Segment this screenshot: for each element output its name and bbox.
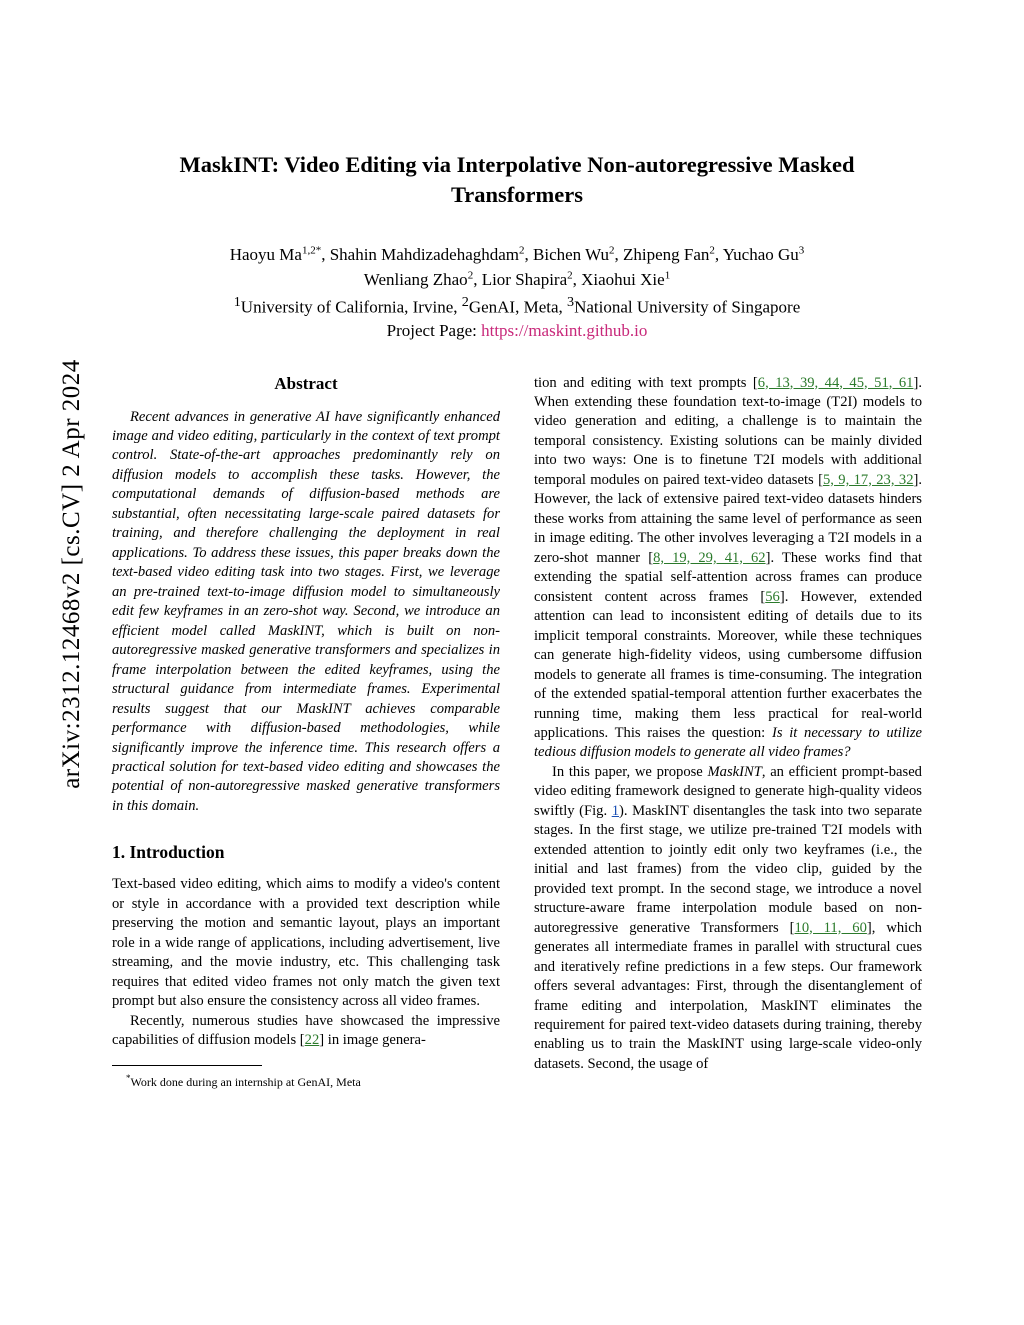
project-page-label: Project Page: bbox=[386, 321, 482, 341]
author-2-name: , Shahin Mahdizadehaghdam bbox=[321, 245, 520, 265]
intro-p3-text-a: tion and editing with text prompts [ bbox=[534, 374, 758, 391]
intro-paragraph-2-cont bbox=[534, 374, 922, 763]
intro-paragraph-1: Text-based video editing, which aims to modify a video's content or style in accordance with a provided text description while preserving the motion and semantic layout, plays an important role in a wide range of applications, including advertisement, live streaming, and the movie industry, etc. This challenging task requires that edited video frames not only match the given text prompt but also ensure the consistency across all video frames. bbox=[112, 876, 500, 1010]
author-1-affil-marker: 1,2 bbox=[301, 244, 316, 257]
author-6-name: Wenliang Zhao bbox=[363, 269, 468, 289]
affil-3-text: National University of Singapore bbox=[574, 297, 801, 317]
author-7-affil-marker: 2 bbox=[567, 268, 573, 281]
project-page-line bbox=[112, 319, 922, 343]
author-1-footnote-marker: * bbox=[315, 244, 322, 257]
abstract-paragraph: Recent advances in generative AI have significantly enhanced image and video editing, particularly in the context of text prompt control. State-of-the-art approaches predominantly rely on diffusion models to accomplish these tasks. However, the computational demands of diffusion-based methods are substantial, often necessitating large-scale paired datasets for training, and therefore challenging the deployment in real applications. To address these issues, this paper breaks down the text-based video editing task into two stages. First, we leverage an pre-trained text-to-image diffusion model to simultaneously edit few keyframes in an zero-shot way. Second, we introduce an efficient model called MaskINT, which is built on non-autoregressive masked generative transformers and specializes in frame interpolation between the edited keyframes, using the structural guidance from intermediate frames. Experimental results suggest that our MaskINT achieves comparable performance with diffusion-based methodologies, while significantly improve the inference time. This research offers a practical solution for text-based video editing and showcases the potential of non-autoregressive masked generative transformers in this domain. bbox=[112, 408, 500, 814]
citation-group-1[interactable]: 6, 13, 39, 44, 45, 51, 61 bbox=[757, 374, 914, 391]
affil-1-text: University of California, Irvine, bbox=[240, 297, 462, 317]
footnote bbox=[112, 1073, 500, 1091]
figure-reference-1[interactable]: 1 bbox=[611, 802, 619, 819]
intro-p4-text-b: , an efficient prompt-based video editing framework designed to generate high-quality videos swiftly (Fig. bbox=[534, 763, 922, 819]
intro-p3-text-b: ]. When extending these foundation text-to-image (T2I) models to video generation and editing, a challenge is to maintain the temporal consistency. Existing solutions can be mainly divided into two ways: One is to finetune T2I models with additional temporal modules on paired text-video datasets [ bbox=[534, 374, 922, 488]
abstract-body bbox=[112, 408, 500, 817]
section-heading-introduction: 1. Introduction bbox=[112, 842, 225, 863]
affil-1-marker: 1 bbox=[233, 293, 241, 310]
abstract-heading: Abstract bbox=[274, 373, 338, 393]
author-3-affil-marker: 2 bbox=[608, 244, 615, 257]
intro-p2-text-a: Recently, numerous studies have showcased the impressive capabilities of diffusion models [ bbox=[112, 1012, 500, 1049]
citation-group-4[interactable]: 10, 11, 60 bbox=[794, 919, 867, 936]
footnote-text: Work done during an internship at GenAI, Meta bbox=[130, 1074, 361, 1089]
intro-p2-text-b: ] in image genera- bbox=[319, 1032, 426, 1049]
citation-group-3[interactable]: 8, 19, 29, 41, 62 bbox=[653, 549, 766, 566]
author-4-affil-marker: 2 bbox=[709, 244, 715, 257]
intro-p3-text-d: ]. These works find that extending the spatial self-attention across frames can produce consistent content across frames [ bbox=[534, 549, 923, 605]
intro-p3-question: Is it necessary to utilize tedious diffusion models to generate all video frames? bbox=[534, 724, 922, 761]
intro-p4-text-c: ). MaskINT disentangles the task into two separate stages. In the first stage, we utilize pre-trained T2I models with extended attention to jointly edit only two keyframes (i.e., the initial and last frames) from the video clip, guided by the provided text prompt. In the second stage, we introduce a novel structure-aware frame interpolation module based on non-autoregressive generative Transformers [ bbox=[534, 802, 922, 936]
footnote-divider bbox=[112, 1065, 262, 1066]
intro-p4-text-d: ], which generates all intermediate frames in parallel with structural cues and iteratively refine predictions in a few steps. Our framework offers several advantages: First, through the disentanglement of frame editing and interpolation, MaskINT eliminates the requirement for paired text-video datasets during training, thereby enabling us to train the MaskINT using large-scale video-only datasets. Second, the usage of bbox=[534, 919, 922, 1072]
intro-paragraph-2 bbox=[112, 1012, 500, 1051]
citation-56[interactable]: 56 bbox=[765, 588, 780, 605]
author-2-affil-marker: 2 bbox=[519, 244, 525, 257]
right-column bbox=[534, 374, 922, 1075]
intro-paragraph-3 bbox=[534, 763, 922, 1075]
left-column bbox=[112, 374, 500, 1091]
project-page-link[interactable]: https://maskint.github.io bbox=[481, 321, 648, 341]
footnote-marker: * bbox=[126, 1072, 131, 1083]
author-8-name: , Xiaohui Xie bbox=[572, 269, 665, 289]
method-name-maskint: MaskINT bbox=[707, 763, 762, 780]
author-4-name: , Zhipeng Fan bbox=[614, 245, 710, 265]
author-7-name: , Lior Shapira bbox=[473, 269, 568, 289]
author-3-name: , Bichen Wu bbox=[524, 245, 609, 265]
affiliations bbox=[112, 292, 922, 320]
paper-content bbox=[112, 150, 922, 1090]
intro-p3-text-c: ]. However, the lack of extensive paired text-video datasets hinders these works from attaining the same level of performance as seen in image editing. The other involves leveraging a T2I models in a zero-shot manner [ bbox=[534, 471, 922, 566]
intro-p3-text-e: ]. However, extended attention can lead to inconsistent editing of details due to its implicit temporal constraints. Moreover, while these techniques can generate high-fidelity videos, using cumbersome diffusion models to generate all frames is time-consuming. The integration of the extended spatial-temporal attention further exacerbates the running time, making them less practical for real-world applications. This raises the question: bbox=[534, 588, 922, 741]
citation-group-2[interactable]: 5, 9, 17, 23, 32 bbox=[822, 471, 914, 488]
two-column-body bbox=[112, 374, 922, 1091]
page-title: MaskINT: Video Editing via Interpolative Non-autoregressive Masked Transformers bbox=[179, 152, 855, 207]
affil-3-marker: 3 bbox=[567, 293, 575, 310]
intro-p4-text-a: In this paper, we propose bbox=[552, 763, 708, 780]
author-6-affil-marker: 2 bbox=[467, 268, 474, 281]
citation-22[interactable]: 22 bbox=[304, 1032, 320, 1049]
arxiv-stamp: arXiv:2312.12468v2 [cs.CV] 2 Apr 2024 bbox=[58, 359, 85, 789]
author-list bbox=[112, 243, 922, 291]
affil-2-text: GenAI, Meta, bbox=[468, 297, 568, 317]
author-5-name: , Yuchao Gu bbox=[714, 245, 799, 265]
author-1-name: Haoyu Ma bbox=[229, 245, 302, 265]
author-8-affil-marker: 1 bbox=[664, 268, 671, 281]
author-5-affil-marker: 3 bbox=[798, 244, 805, 257]
affil-2-marker: 2 bbox=[461, 293, 469, 310]
